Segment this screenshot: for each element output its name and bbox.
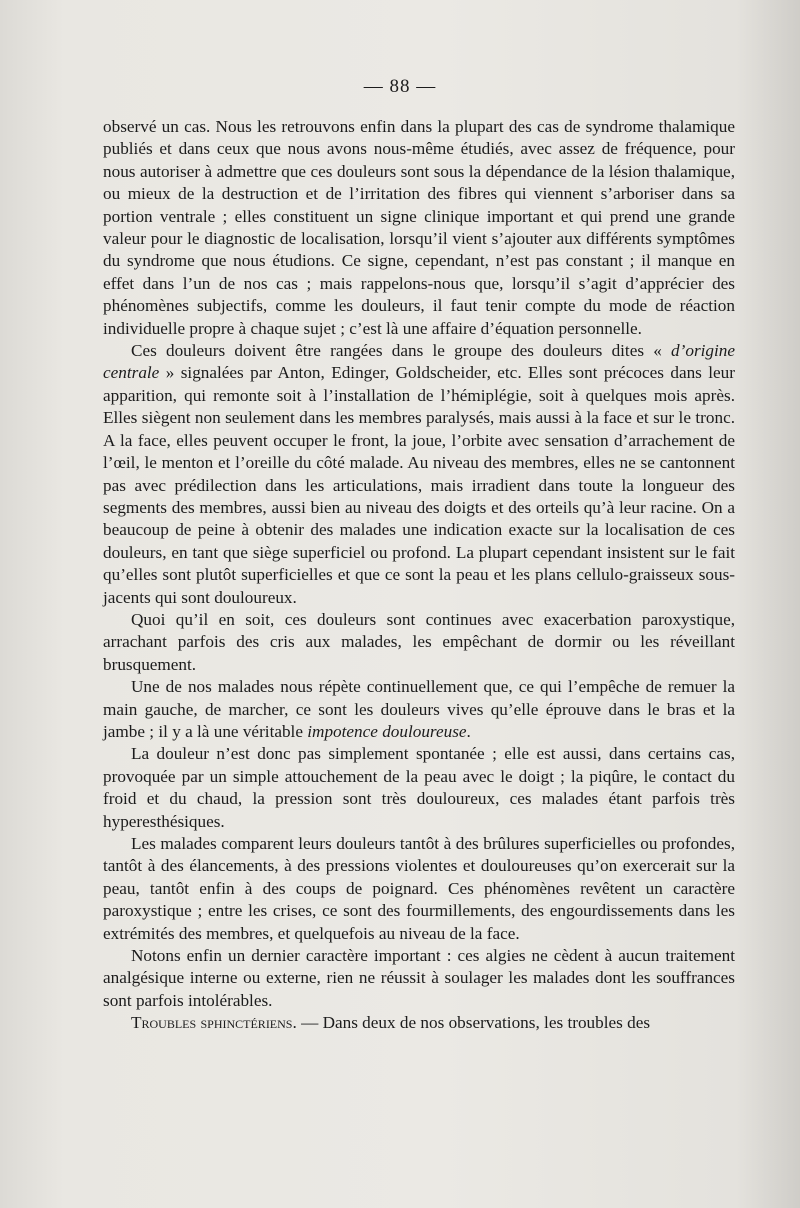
paragraph-4-text-end: . xyxy=(466,721,471,741)
paragraph-8-text: — Dans deux de nos observations, les troubles des xyxy=(296,1013,651,1033)
paragraph-6: Les malades comparent leurs douleurs tantôt à des brûlures superficielles ou profondes, tantôt à des élancements, à des pressions violentes et douloureuses qu’on exercerait sur la peau, tantôt enfin à des coups de poignard. Ces phénomènes revêtent un caractère paroxystique ; entre les crises, ce sont des fourmillements, des engourdissements dans les extrémités des membres, et quelquefois au niveau de la face. xyxy=(103,834,735,943)
paragraph-2-text-start: Ces douleurs doivent être rangées dans le groupe des douleurs dites « xyxy=(131,341,672,361)
italic-term-origine-centrale: d’origine centrale xyxy=(103,341,735,383)
paragraph-5: La douleur n’est donc pas simplement spontanée ; elle est aussi, dans certains cas, provoquée par un simple attouchement de la peau avec le doigt ; la piqûre, le contact du froid et du chaud, la pression sont très douloureux, ces malades étant parfois très hyperesthésiques. xyxy=(103,744,735,831)
section-heading-troubles-sphincteriens: Troubles sphinctériens. xyxy=(131,1013,297,1033)
paragraph-1: observé un cas. Nous les retrouvons enfin dans la plupart des cas de syndrome thalamique publiés et dans ceux que nous avons nous-même étudiés, avec assez de fréquence, pour nous autoriser à admettre que ces douleurs sont sous la dépendance de la lésion thalamique, ou mieux de la destruction et de l’irritation des fibres qui viennent s’arboriser dans sa portion ventrale ; elles constituent un signe clinique important et qui prend une grande valeur pour le diagnostic de localisation, lorsqu’il vient s’ajouter aux différents symptômes du syndrome que nous étudions. Ce signe, cependant, n’est pas constant ; il manque en effet dans l’un de nos cas ; mais rappelons-nous que, lorsqu’il s’agit d’apprécier des phénomènes subjectifs, comme les douleurs, il faut tenir compte du mode de réaction individuelle propre à chaque sujet ; c’est là une affaire d’équation personnelle. xyxy=(103,117,735,338)
paragraph-3: Quoi qu’il en soit, ces douleurs sont continues avec exacerbation paroxystique, arrachant parfois des cris aux malades, les empêchant de dormir ou les réveillant brusquement. xyxy=(103,609,735,674)
paragraph-2 xyxy=(103,340,735,609)
body-text xyxy=(103,116,735,1035)
paragraph-8 xyxy=(103,1012,735,1034)
page-number: — 88 — xyxy=(363,76,437,97)
paragraph-2-text-end: » signalées par Anton, Edinger, Goldscheider, etc. Elles sont précoces dans leur apparition, qui remonte soit à l’installation de l’hémiplégie, soit à quelques mois après. Elles siègent non seulement dans les membres paralysés, mais aussi à la face et sur le tronc. A la face, elles peuvent occuper le front, la joue, l’orbite avec sensation d’arrachement de l’œil, le menton et l’oreille du côté malade. Au niveau des membres, elles ne se cantonnent pas avec prédilection dans les articulations, mais irradient dans toute la longueur des segments des membres, aussi bien au niveau des doigts et des orteils qu’à leur racine. On a beaucoup de peine à obtenir des malades une indication exacte sur la localisation de ces douleurs, en tant que siège superficiel ou profond. La plupart cependant insistent sur le fait qu’elles sont plutôt superficielles et que ce sont la peau et les plans cellulo-graisseux sous-jacents qui sont douloureux. xyxy=(103,363,735,607)
paragraph-4-text-start: Une de nos malades nous répète continuellement que, ce qui l’empêche de remuer la main gauche, de marcher, ce sont les douleurs vives qu’elle éprouve dans le bras et la jambe ; il y a là une véritable xyxy=(103,677,735,741)
italic-term-impotence-douloureuse: impotence douloureuse xyxy=(307,721,467,741)
paragraph-4 xyxy=(103,676,735,743)
paragraph-7: Notons enfin un dernier caractère important : ces algies ne cèdent à aucun traitement analgésique interne ou externe, rien ne réussit à soulager les malades dont les souffrances sont parfois intolérables. xyxy=(103,946,735,1010)
